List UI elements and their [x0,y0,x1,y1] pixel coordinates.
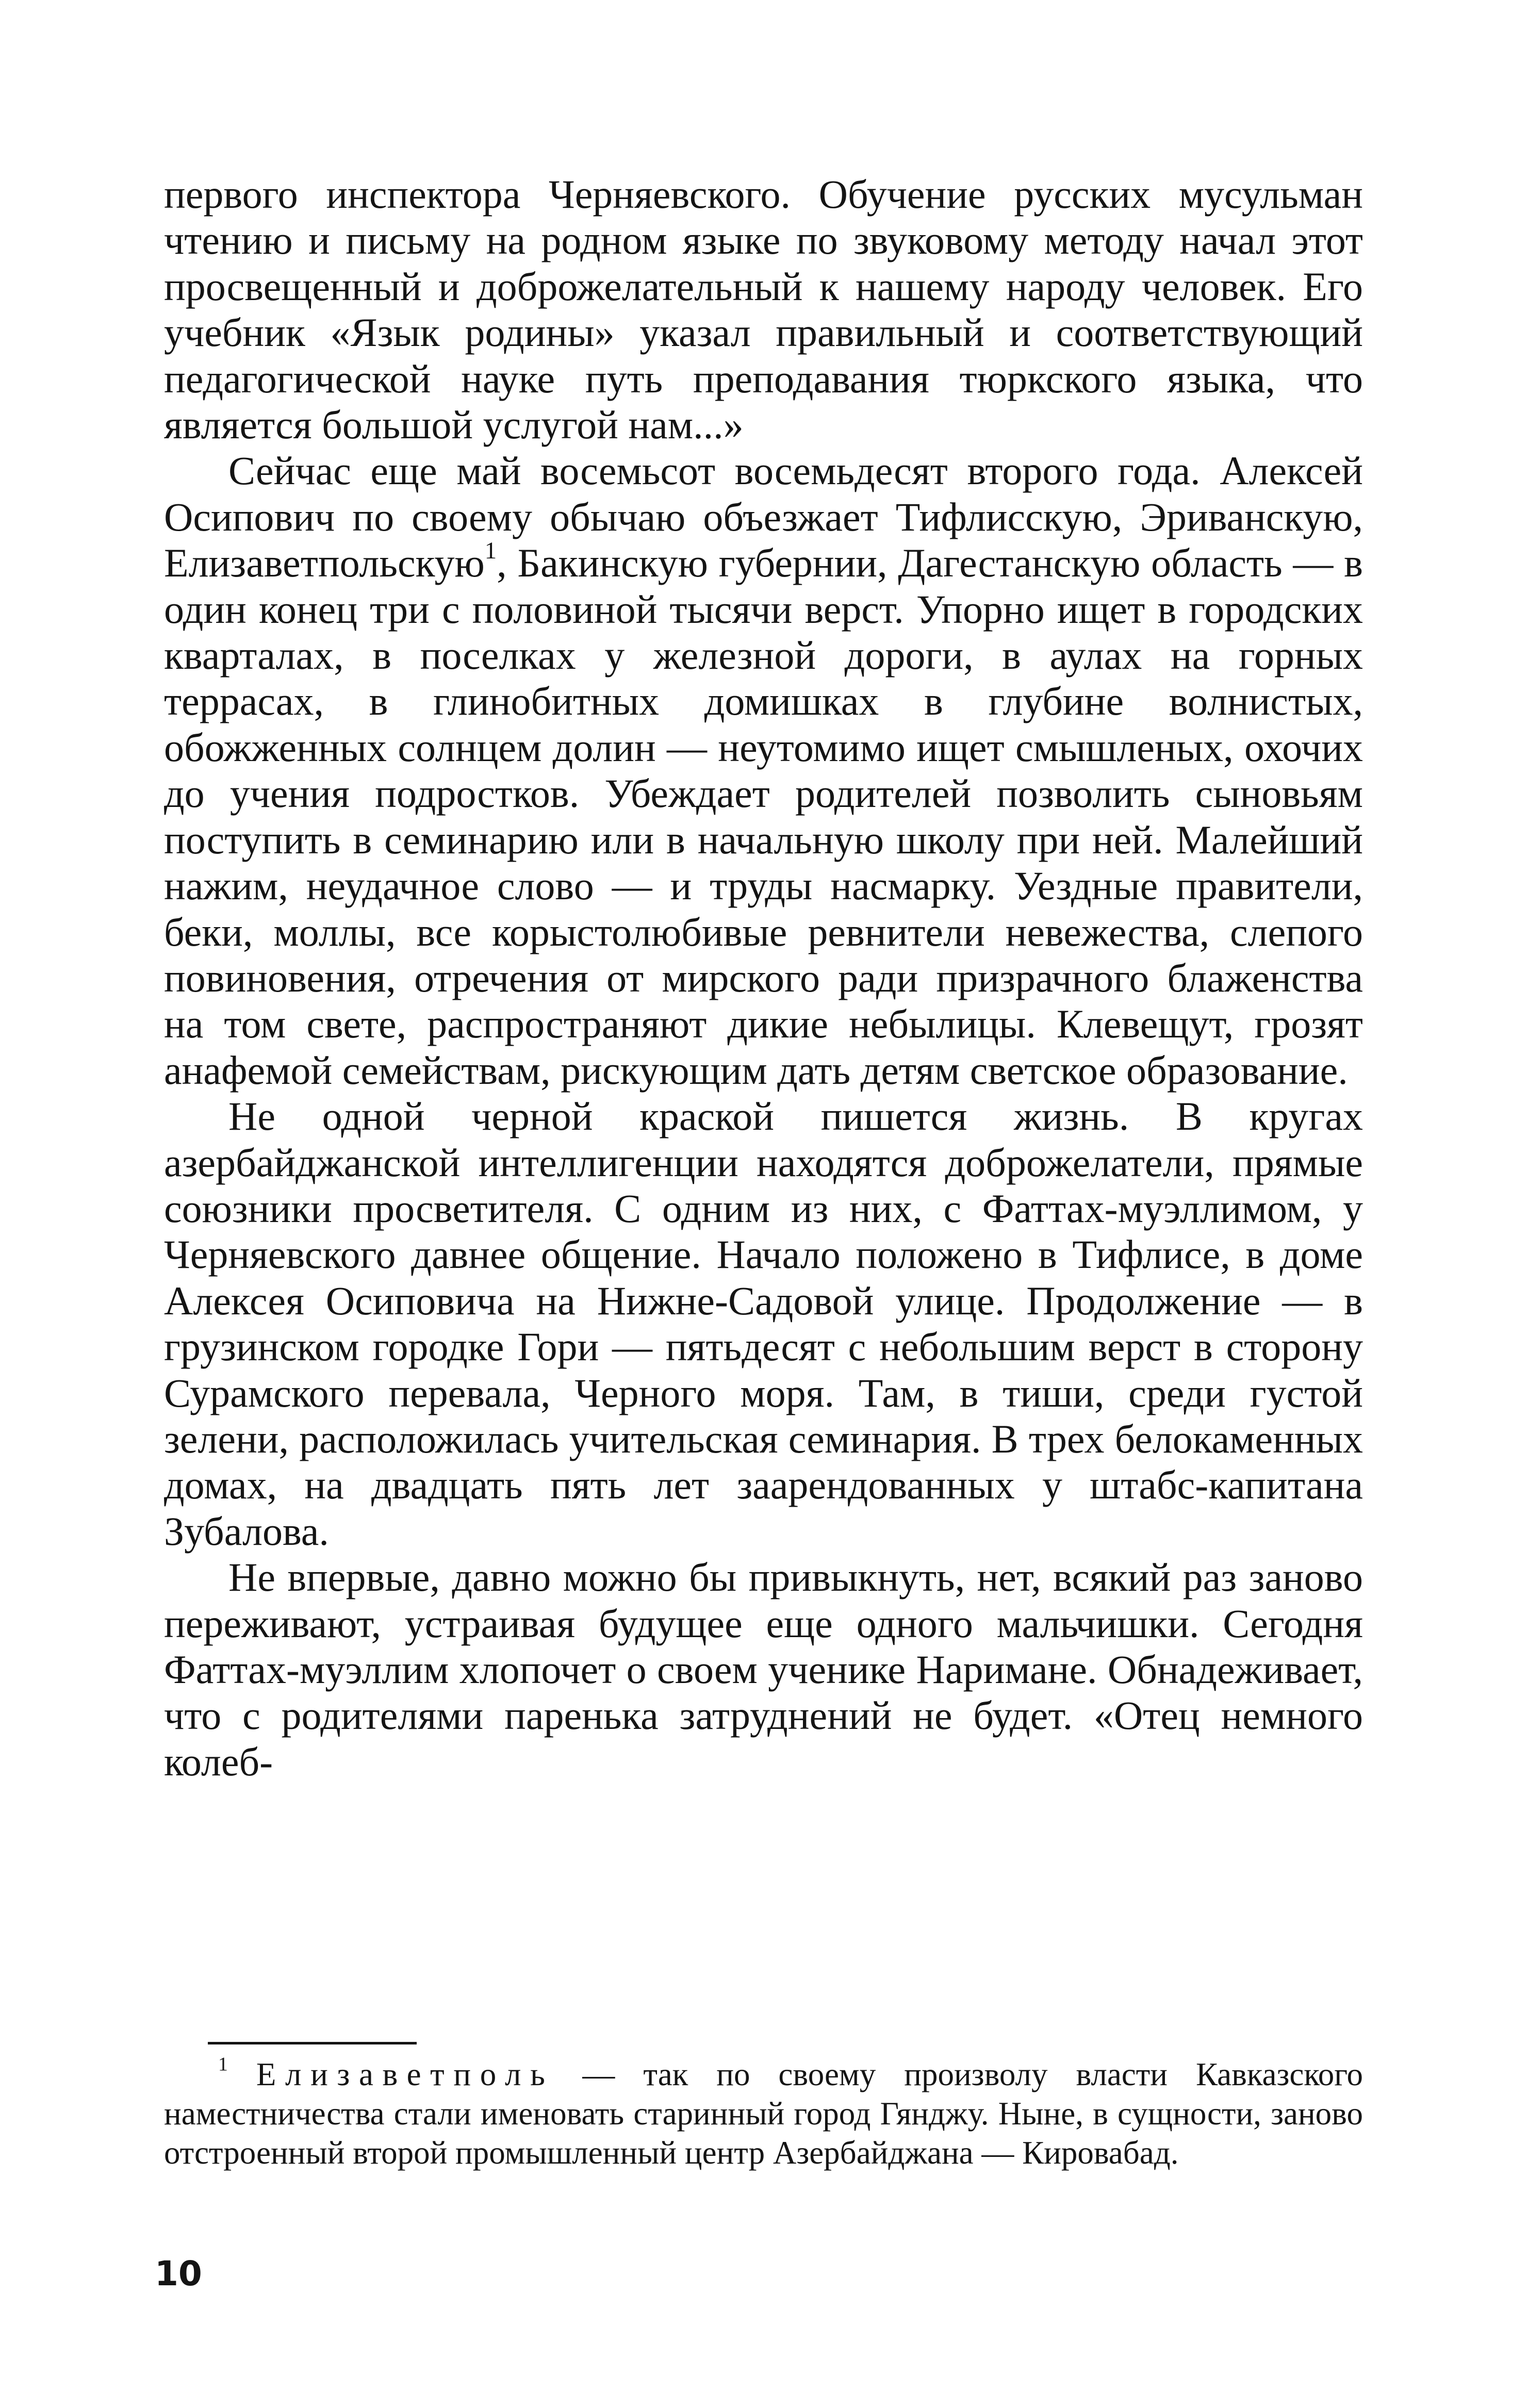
paragraph-1: первого инспектора Черняевского. Обучение русских мусульман чтению и письму на родном языке по звуковому методу начал этот просвещенный и доброжелательный к нашему народу человек. Его учебник «Язык родины» указал правильный и соответствующий педагогической науке путь преподавания тюркского языка, что является большой услугой нам...» [164,172,1363,448]
paragraph-4: Не впервые, давно можно бы привыкнуть, нет, всякий раз заново переживают, устраивая будущее еще одного мальчишки. Сегодня Фаттах-муэллим хлопочет о своем ученике Наримане. Обнадеживает, что с родителями паренька затруднений не будет. «Отец немного колеб- [164,1555,1363,1784]
footnote-reference: 1 [484,537,497,565]
page-number: 10 [155,2254,202,2294]
footnote-term: Елизаветполь [256,2056,554,2092]
paragraph-2-text-start: Сейчас еще май восемьсот восемьдесят второго года. Алексей Осипович по своему обычаю объезжает Тифлисскую, Эриванскую, Елизаветпольскую [164,448,1363,586]
footnote-divider [208,2042,417,2044]
paragraph-2 [164,448,1363,1093]
footnotes [164,2055,1363,2172]
footnote-1 [164,2055,1363,2172]
main-text [164,171,1363,1785]
footnote-text: — так по своему произволу власти Кавказского наместничества стали именовать старинный город Гянджу. Ныне, в сущности, заново отстроенный второй промышленный центр Азербайджана — Кировабад. [164,2056,1363,2171]
paragraph-3: Не одной черной краской пишется жизнь. В кругах азербайджанской интеллигенции находятся доброжелатели, прямые союзники просветителя. С одним из них, с Фаттах-муэллимом, у Черняевского давнее общение. Начало положено в Тифлисе, в доме Алексея Осиповича на Нижне-Садовой улице. Продолжение — в грузинском городке Гори — пятьдесят с небольшим верст в сторону Сурамского перевала, Черного моря. Там, в тиши, среди густой зелени, расположилась учительская семинария. В трех белокаменных домах, на двадцать пять лет заарендованных у штабс-капитана Зубалова. [164,1094,1363,1554]
footnote-mark: 1 [218,2053,228,2075]
paragraph-2-text-end: , Бакинскую губернии, Дагестанскую область — в один конец три с половиной тысячи верст. Упорно ищет в городских кварталах, в поселках у железной дороги, в аулах на горных террасах, в глинобитных домишках в глубине волнистых, обожженных солнцем долин — неутомимо ищет смышленых, охочих до учения подростков. Убеждает родителей позволить сыновьям поступить в семинарию или в начальную школу при ней. Малейший нажим, неудачное слово — и труды насмарку. Уездные правители, беки, моллы, все корыстолюбивые ревнители невежества, слепого повиновения, отречения от мирского ради призрачного блаженства на том свете, распространяют дикие небылицы. Клевещут, грозят анафемой семействам, рискующим дать детям светское образование. [164,540,1363,1093]
